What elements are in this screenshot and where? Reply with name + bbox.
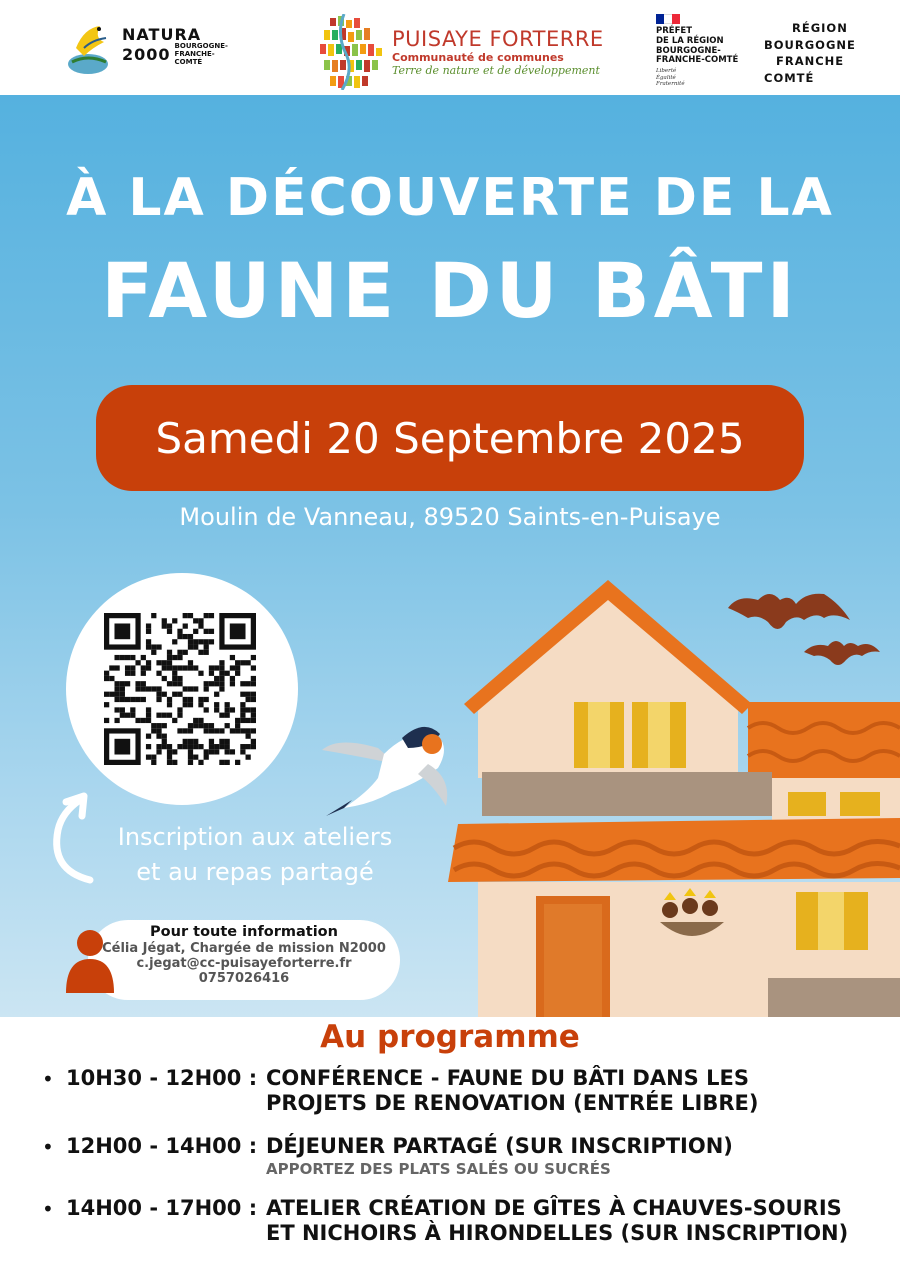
puisaye-forterre-logo [316,14,604,90]
contact-name: Célia Jégat, Chargée de mission N2000 [102,941,386,956]
bullet-icon: • [42,1067,54,1091]
programme-time: 10H30 - 12H00 : [66,1066,258,1090]
region-line-3: FRANCHE [776,54,845,69]
contact-email[interactable]: c.jegat@cc-puisayeforterre.fr [136,956,352,971]
prefet-line-3: BOURGOGNE- [656,45,721,56]
house-illustration [318,578,900,1017]
region-line-4: COMTÉ [764,71,815,86]
puisaye-name: PUISAYE FORTERRE [392,27,604,51]
event-date-pill [96,385,804,491]
region-line-2: BOURGOGNE [764,37,856,52]
contact-phone[interactable]: 0757026416 [198,971,290,986]
person-icon [64,927,116,993]
programme-item [42,1066,892,1116]
prefet-line-4: FRANCHE-COMTÉ [656,55,739,66]
prefet-line-2: DE LA RÉGION [656,35,724,46]
region-line-1: RÉGION [792,21,848,35]
natura-line2: 2000 [122,45,171,64]
programme-time: 14H00 - 17H00 : [66,1195,258,1220]
programme-desc-line1: ATELIER CRÉATION DE GÎTES À CHAUVES-SOURIS [266,1195,842,1220]
natura-line1: NATURA [122,25,202,45]
natura-region-1: BOURGOGNE- [174,42,228,51]
puisaye-map-icon [316,14,386,90]
puisaye-type: Communauté de communes [392,51,564,64]
programme-item [42,1134,892,1177]
contact-heading: Pour toute information [150,924,338,940]
inscription-line-1: Inscription aux ateliers [117,823,393,851]
inscription-line-2: et au repas partagé [136,857,374,886]
prefet-line-1: PRÉFET [656,26,692,36]
swallow-icon [322,727,447,816]
programme-list [42,1066,892,1264]
puisaye-tagline: Terre de nature et de développement [392,64,600,77]
qr-code-icon[interactable] [104,613,256,765]
programme-desc-line1: DÉJEUNER PARTAGÉ (SUR INSCRIPTION) [266,1134,733,1159]
programme-note: APPORTEZ DES PLATS SALÉS OU SUCRÉS [266,1159,611,1178]
region-logo [764,20,864,87]
prefet-motto-1: Liberté [656,68,677,75]
programme-title: Au programme [320,1019,580,1055]
programme-item [42,1196,892,1246]
qr-circle [66,573,298,805]
event-date: Samedi 20 Septembre 2025 [155,413,745,463]
french-flag-icon [656,14,680,24]
natura-region-2: FRANCHE- [174,50,215,59]
header-logos [0,0,900,95]
prefet-motto-2: Égalité [656,74,676,81]
prefet-motto-3: Fraternité [656,81,685,88]
natura-bird-icon [66,18,116,76]
programme-desc-line2: ET NICHOIRS À HIRONDELLES (SUR INSCRIPTION) [266,1220,849,1245]
bullet-icon: • [42,1135,54,1160]
bullet-icon: • [42,1196,54,1221]
prefet-logo [656,14,751,88]
natura-region-3: COMTÉ [174,57,203,66]
bat-icon [728,594,880,665]
programme-time: 12H00 - 14H00 : [66,1134,258,1159]
title-line-2: FAUNE DU BÂTI [101,246,799,335]
programme-desc-line2: PROJETS DE RENOVATION (ENTRÉE LIBRE) [266,1091,759,1116]
event-place: Moulin de Vanneau, 89520 Saints-en-Puisaye [179,503,721,531]
natura-2000-logo [66,18,228,76]
title-line-1: À LA DÉCOUVERTE DE LA [66,168,834,228]
programme-desc-line1: CONFÉRENCE - FAUNE DU BÂTI DANS LES [266,1066,749,1090]
